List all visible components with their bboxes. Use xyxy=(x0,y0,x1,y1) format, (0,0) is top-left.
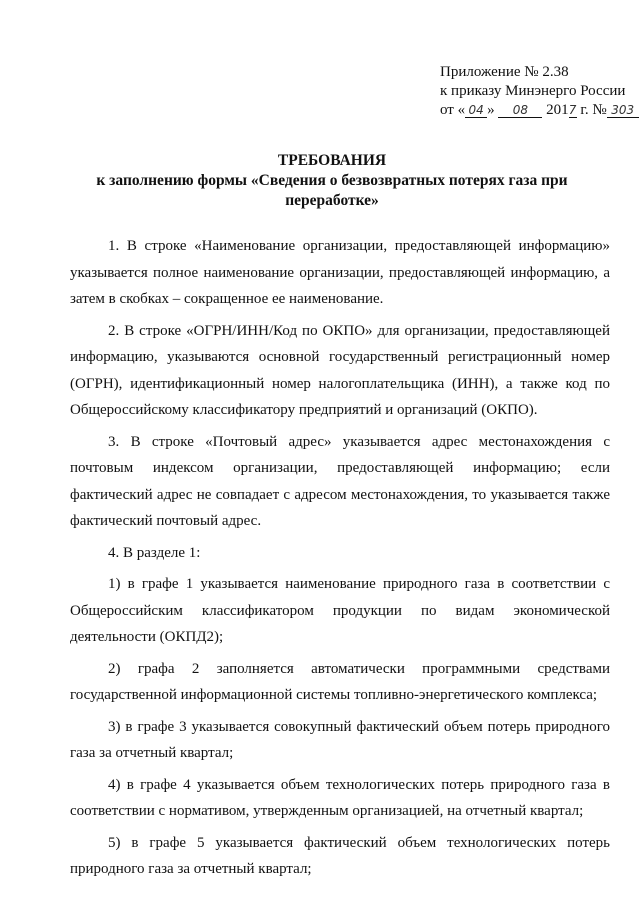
date-quote-close: » xyxy=(487,102,495,118)
paragraph: 3) в графе 3 указывается совокупный фактический объем потерь природного газа за отчетный квартал; xyxy=(70,718,610,761)
paragraph: 4) в графе 4 указывается объем технологических потерь природного газа в соответствии с нормативом, утвержденным организацией, на отчетный квартал; xyxy=(70,776,610,819)
year-prefix: 201 xyxy=(546,102,569,118)
paragraph: 2) графа 2 заполняется автоматически программными средствами государственной информационной системы топливно-энергетического комплекса; xyxy=(70,660,610,703)
order-reference: к приказу Минэнерго России xyxy=(440,83,626,99)
paragraph: 2. В строке «ОГРН/ИНН/Код по ОКПО» для организации, предоставляющей информацию, указываются основной государственный регистрационный номер (ОГРН), идентификационный номер налогоплательщика (ИНН), а также код по Общероссийскому классификатору предприятий и организаций (ОКПО). xyxy=(70,322,610,418)
paragraph: 1) в графе 1 указывается наименование природного газа в соответствии с Общероссийским классификатором продукции по видам экономической деятельности (ОКПД2); xyxy=(70,576,610,645)
date-prefix: от « xyxy=(440,102,466,118)
paragraph: 5) в графе 5 указывается фактический объем технологических потерь природного газа за отчетный квартал; xyxy=(70,834,610,877)
handwritten-month: 08 xyxy=(498,104,542,118)
paragraph: 1. В строке «Наименование организации, предоставляющей информацию» указывается полное наименование организации, предоставляющей информацию, а затем в скобках – сокращенное ее наименование. xyxy=(70,238,610,307)
paragraph: 4. В разделе 1: xyxy=(108,544,201,561)
document-title xyxy=(52,151,612,211)
order-date-line xyxy=(440,102,639,119)
handwritten-day: 04 xyxy=(465,104,487,118)
number-label: г. № xyxy=(580,102,607,118)
document-body xyxy=(70,233,610,888)
handwritten-order-number: 303 xyxy=(607,104,639,118)
paragraph: 3. В строке «Почтовый адрес» указывается адрес местонахождения с почтовым индексом организации, предоставляющей информацию; если фактический адрес не совпадает с адресом местонахождения, то указывается также фактический почтовый адрес. xyxy=(70,433,610,529)
title-subtitle: к заполнению формы «Сведения о безвозвратных потерях газа при переработке» xyxy=(96,172,568,209)
handwritten-year-digit: 7 xyxy=(568,103,577,117)
title-heading: ТРЕБОВАНИЯ xyxy=(277,152,387,169)
appendix-number: Приложение № 2.38 xyxy=(440,64,569,80)
